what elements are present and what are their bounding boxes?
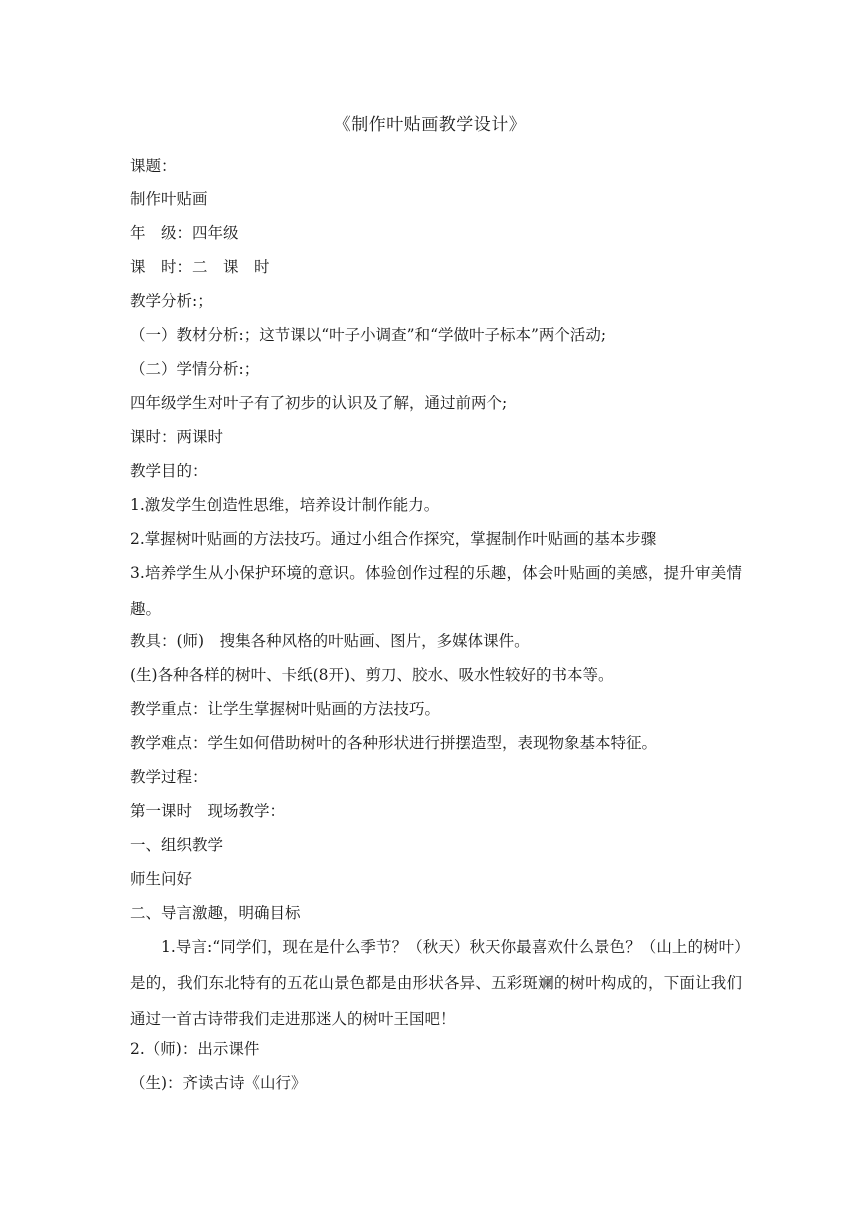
text-line: 教学重点：让学生掌握树叶贴画的方法技巧。 (130, 700, 441, 718)
text-line: 教学分析:； (130, 292, 213, 310)
text-line: 1.激发学生创造性思维，培养设计制作能力。 (130, 496, 440, 514)
text-line: 教具：(师) 搜集各种风格的叶贴画、图片，多媒体课件。 (130, 632, 530, 650)
text-line: 教学过程： (130, 768, 208, 786)
text-line: 2.（师)：出示课件 (130, 1040, 260, 1058)
text-line: 课 时：二 课 时 (130, 258, 270, 276)
text-line: 教学难点：学生如何借助树叶的各种形状进行拼摆造型，表现物象基本特征。 (130, 734, 658, 752)
text-line: （二）学情分析:； (130, 360, 260, 378)
text-line: 课题： (130, 157, 177, 175)
text-line: 一、组织教学 (130, 836, 224, 854)
text-line: （生)：齐读古诗《山行》 (130, 1074, 307, 1092)
text-line: 课时：两课时 (130, 428, 224, 446)
text-line: 制作叶贴画 (130, 190, 208, 208)
text-line: 师生问好 (130, 870, 193, 888)
document-title: 《制作叶贴画教学设计》 (333, 115, 527, 135)
text-line: （一）教材分析:；这节课以“叶子小调查”和“学做叶子标本”两个活动; (130, 326, 607, 344)
text-line: 2.掌握树叶贴画的方法技巧。通过小组合作探究，掌握制作叶贴画的基本步骤 (130, 530, 657, 548)
text-line: 教学目的： (130, 462, 208, 480)
text-paragraph: 3.培养学生从小保护环境的意识。体验创作过程的乐趣，体会叶贴画的美感，提升审美情趣。 (130, 564, 742, 618)
text-line: 年 级：四年级 (130, 224, 239, 242)
text-line: 第一课时 现场教学： (130, 802, 286, 820)
text-line: 二、导言激趣，明确目标 (130, 904, 301, 922)
text-paragraph: 1.导言:“同学们，现在是什么季节？（秋天）秋天你最喜欢什么景色？（山上的树叶）是的，我们东北特有的五花山景色都是由形状各异、五彩斑斓的树叶构成的，下面让我们通过一首古诗带我们走进那迷人的树叶王国吧！ (130, 938, 742, 1028)
text-line: (生)各种各样的树叶、卡纸(8开)、剪刀、胶水、吸水性较好的书本等。 (130, 666, 614, 684)
text-line: 四年级学生对叶子有了初步的认识及了解，通过前两个; (130, 394, 508, 412)
